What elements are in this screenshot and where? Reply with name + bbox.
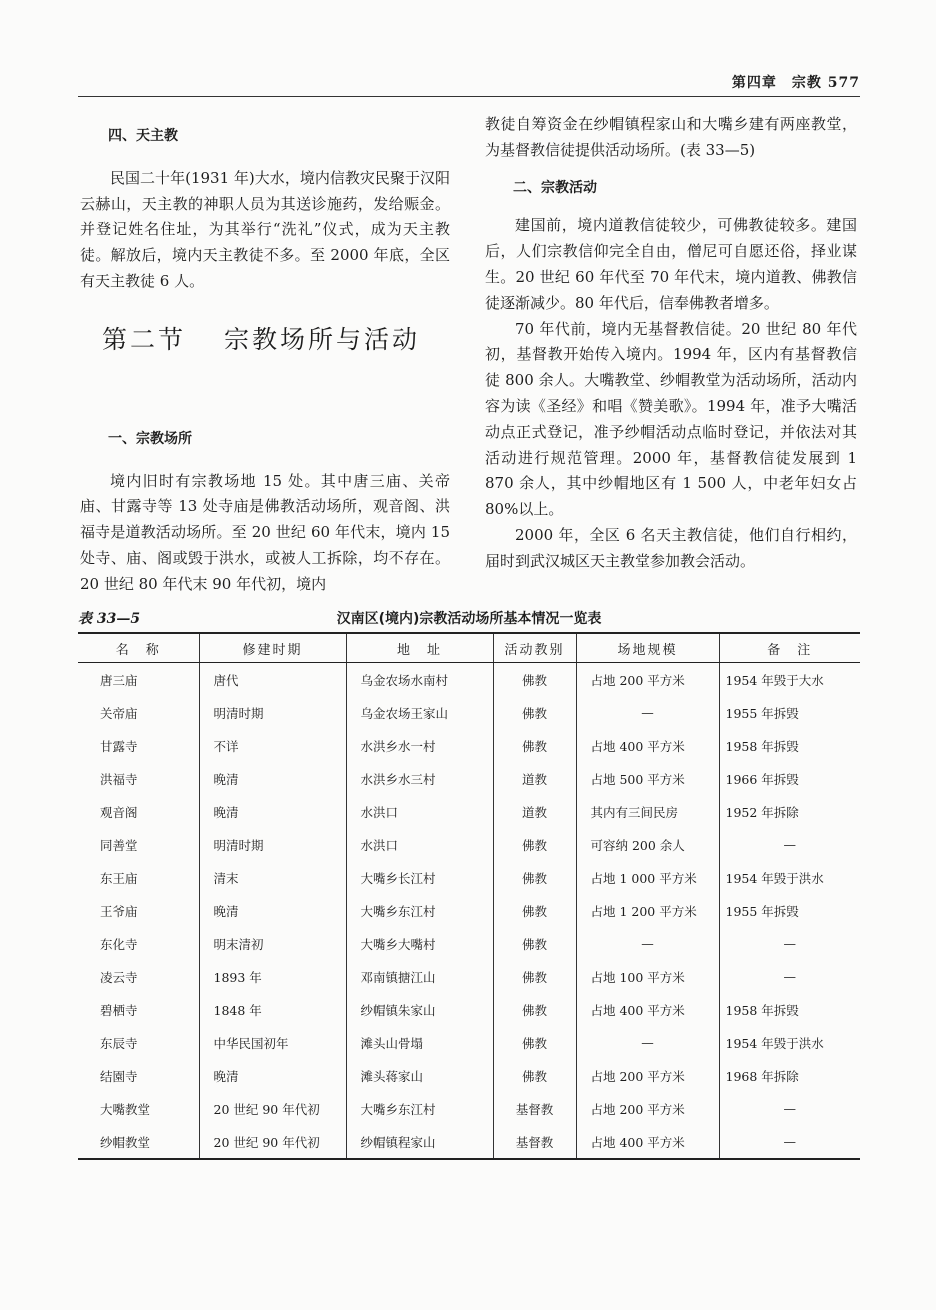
address-cell: 水洪口 xyxy=(346,795,493,828)
remarks-cell: 1966 年拆毁 xyxy=(719,762,860,795)
built-period-cell: 1893 年 xyxy=(199,960,346,993)
religion-cell: 佛教 xyxy=(493,960,576,993)
site-size-cell: 可容纳 200 余人 xyxy=(576,828,719,861)
running-header: 第四章 宗教 577 xyxy=(731,75,860,91)
religion-cell: 佛教 xyxy=(493,663,576,697)
paragraph-activities-3: 2000 年，全区 6 名天主教信徒，他们自行相约，届时到武汉城区天主教堂参加教会活动。 xyxy=(485,525,857,570)
table-header-row xyxy=(78,633,860,663)
address-cell: 大嘴乡东江村 xyxy=(346,1092,493,1125)
table-title: 汉南区(境内)宗教活动场所基本情况一览表 xyxy=(336,611,602,627)
built-period-cell: 20 世纪 90 年代初 xyxy=(199,1092,346,1125)
site-name-cell: 东化寺 xyxy=(100,936,138,952)
table-row xyxy=(78,1092,860,1125)
section-number: 第二节 xyxy=(102,324,187,354)
site-name-cell: 碧栖寺 xyxy=(100,1002,138,1018)
site-name-cell: 观音阁 xyxy=(100,804,138,820)
remarks-cell: — xyxy=(719,1125,860,1159)
religion-cell: 佛教 xyxy=(493,861,576,894)
column-header: 地 址 xyxy=(346,633,493,663)
built-period-cell: 清末 xyxy=(199,861,346,894)
remarks-cell: 1952 年拆除 xyxy=(719,795,860,828)
remarks-cell: — xyxy=(719,828,860,861)
religion-cell: 佛教 xyxy=(493,1026,576,1059)
site-size-cell: 其内有三间民房 xyxy=(576,795,719,828)
built-period-cell: 晚清 xyxy=(199,762,346,795)
section-name: 宗教场所与活动 xyxy=(224,324,421,354)
table-row xyxy=(78,1125,860,1159)
religious-sites-table-block xyxy=(78,606,860,1160)
paragraph-activities-2: 70 年代前，境内无基督教信徒。20 世纪 80 年代初，基督教开始传入境内。1994 年，区内有基督教信徒 800 余人。大嘴教堂、纱帽教堂为活动场所，活动内容为读《圣经》和唱《赞美歌》。1994 年，准予大嘴活动点正式登记，准予纱帽活动点临时登记，并依法对其活动进行规范管理。2000 年，基督教信徒发展到 1 870 余人，其中纱帽地区有 1 500 人，中老年妇女占 80%以上。 xyxy=(485,319,857,519)
built-period-cell: 晚清 xyxy=(199,1059,346,1092)
site-size-cell: 占地 1 200 平方米 xyxy=(576,894,719,927)
remarks-cell: 1958 年拆毁 xyxy=(719,993,860,1026)
table-row xyxy=(78,1059,860,1092)
religion-cell: 佛教 xyxy=(493,696,576,729)
heading-religious-sites: 一、宗教场所 xyxy=(108,430,192,447)
address-cell: 滩头山骨塌 xyxy=(346,1026,493,1059)
site-name-cell: 东王庙 xyxy=(100,870,138,886)
column-header: 名 称 xyxy=(78,633,199,663)
built-period-cell: 1848 年 xyxy=(199,993,346,1026)
column-header: 备 注 xyxy=(719,633,860,663)
site-name-cell: 凌云寺 xyxy=(100,969,138,985)
religious-sites-table xyxy=(78,632,860,1160)
site-name-cell: 同善堂 xyxy=(100,837,138,853)
built-period-cell: 中华民国初年 xyxy=(199,1026,346,1059)
header-rule xyxy=(78,96,860,97)
religion-cell: 基督教 xyxy=(493,1125,576,1159)
site-name-cell: 关帝庙 xyxy=(100,705,138,721)
paragraph-activities-1: 建国前，境内道教信徒较少，可佛教徒较多。建国后，人们宗教信仰完全自由，僧尼可自愿还俗，择业谋生。20 世纪 60 年代至 70 年代末，境内道教、佛教信徒逐渐减少。80 年代后，信奉佛教者增多。 xyxy=(485,216,857,312)
religion-cell: 佛教 xyxy=(493,828,576,861)
table-row xyxy=(78,795,860,828)
address-cell: 乌金农场王家山 xyxy=(346,696,493,729)
address-cell: 水洪乡水三村 xyxy=(346,762,493,795)
site-size-cell: 占地 1 000 平方米 xyxy=(576,861,719,894)
heading-catholicism: 四、天主教 xyxy=(108,128,178,144)
remarks-cell: 1955 年拆毁 xyxy=(719,894,860,927)
address-cell: 大嘴乡大嘴村 xyxy=(346,927,493,960)
built-period-cell: 明末清初 xyxy=(199,927,346,960)
table-number: 表 33—5 xyxy=(78,611,141,627)
table-row xyxy=(78,960,860,993)
site-size-cell: 占地 400 平方米 xyxy=(576,729,719,762)
built-period-cell: 明清时期 xyxy=(199,696,346,729)
remarks-cell: 1954 年毁于洪水 xyxy=(719,1026,860,1059)
paragraph-continued: 教徒自筹资金在纱帽镇程家山和大嘴乡建有两座教堂，为基督教信徒提供活动场所。(表 33—5) xyxy=(485,115,857,159)
religion-cell: 道教 xyxy=(493,795,576,828)
remarks-cell: 1958 年拆毁 xyxy=(719,729,860,762)
table-row xyxy=(78,993,860,1026)
table-row xyxy=(78,729,860,762)
site-name-cell: 结園寺 xyxy=(100,1068,138,1084)
table-row xyxy=(78,894,860,927)
table-row xyxy=(78,762,860,795)
address-cell: 纱帽镇程家山 xyxy=(346,1125,493,1159)
site-name-cell: 唐三庙 xyxy=(100,672,138,688)
built-period-cell: 晚清 xyxy=(199,795,346,828)
table-row xyxy=(78,927,860,960)
address-cell: 纱帽镇朱家山 xyxy=(346,993,493,1026)
table-row xyxy=(78,1026,860,1059)
site-size-cell: 占地 200 平方米 xyxy=(576,1092,719,1125)
paragraph-catholicism: 民国二十年(1931 年)大水，境内信教灾民聚于汉阳云赫山，天主教的神职人员为其送诊施药，发给赈金。并登记姓名住址，为其举行“洗礼”仪式，成为天主教徒。解放后，境内天主教徒不多。至 2000 年底，全区有天主教徒 6 人。 xyxy=(80,168,450,290)
site-size-cell: 占地 400 平方米 xyxy=(576,993,719,1026)
column-header: 活动教别 xyxy=(493,633,576,663)
remarks-cell: 1955 年拆毁 xyxy=(719,696,860,729)
site-size-cell: 占地 500 平方米 xyxy=(576,762,719,795)
right-column xyxy=(485,112,857,575)
table-row xyxy=(78,696,860,729)
religion-cell: 佛教 xyxy=(493,894,576,927)
site-name-cell: 大嘴教堂 xyxy=(100,1101,151,1117)
table-row xyxy=(78,663,860,697)
site-size-cell: 占地 200 平方米 xyxy=(576,663,719,697)
remarks-cell: — xyxy=(719,1092,860,1125)
site-name-cell: 甘露寺 xyxy=(100,738,138,754)
column-header: 修建时期 xyxy=(199,633,346,663)
paragraph-religious-sites: 境内旧时有宗教场地 15 处。其中唐三庙、关帝庙、甘露寺等 13 处寺庙是佛教活动场所，观音阁、洪福寺是道教活动场所。至 20 世纪 60 年代末，境内 15 处寺、庙、阁或毁于洪水，或被人工拆除，均不存在。20 世纪 80 年代末 90 年代初，境内 xyxy=(80,471,450,593)
address-cell: 大嘴乡长江村 xyxy=(346,861,493,894)
left-column xyxy=(80,112,450,598)
remarks-cell: 1954 年毁于大水 xyxy=(719,663,860,697)
built-period-cell: 20 世纪 90 年代初 xyxy=(199,1125,346,1159)
remarks-cell: — xyxy=(719,927,860,960)
built-period-cell: 唐代 xyxy=(199,663,346,697)
site-name-cell: 东辰寺 xyxy=(100,1035,138,1051)
page-header xyxy=(78,70,860,96)
remarks-cell: — xyxy=(719,960,860,993)
built-period-cell: 不详 xyxy=(199,729,346,762)
built-period-cell: 明清时期 xyxy=(199,828,346,861)
religion-cell: 道教 xyxy=(493,762,576,795)
address-cell: 滩头蒋家山 xyxy=(346,1059,493,1092)
site-name-cell: 洪福寺 xyxy=(100,771,138,787)
address-cell: 邓南镇搪江山 xyxy=(346,960,493,993)
table-row xyxy=(78,828,860,861)
table-row xyxy=(78,861,860,894)
religion-cell: 佛教 xyxy=(493,927,576,960)
section-title xyxy=(102,324,450,367)
site-size-cell: 占地 200 平方米 xyxy=(576,1059,719,1092)
site-size-cell: — xyxy=(576,927,719,960)
site-size-cell: 占地 400 平方米 xyxy=(576,1125,719,1159)
site-size-cell: — xyxy=(576,1026,719,1059)
religion-cell: 基督教 xyxy=(493,1092,576,1125)
heading-religious-activities: 二、宗教活动 xyxy=(513,179,597,196)
column-header: 场地规模 xyxy=(576,633,719,663)
table-caption xyxy=(78,606,860,632)
remarks-cell: 1954 年毁于洪水 xyxy=(719,861,860,894)
religion-cell: 佛教 xyxy=(493,729,576,762)
remarks-cell: 1968 年拆除 xyxy=(719,1059,860,1092)
address-cell: 水洪口 xyxy=(346,828,493,861)
religion-cell: 佛教 xyxy=(493,1059,576,1092)
built-period-cell: 晚清 xyxy=(199,894,346,927)
site-name-cell: 王爷庙 xyxy=(100,903,138,919)
site-name-cell: 纱帽教堂 xyxy=(78,1125,199,1159)
religion-cell: 佛教 xyxy=(493,993,576,1026)
site-size-cell: — xyxy=(576,696,719,729)
address-cell: 水洪乡水一村 xyxy=(346,729,493,762)
address-cell: 乌金农场水南村 xyxy=(346,663,493,697)
address-cell: 大嘴乡东江村 xyxy=(346,894,493,927)
site-size-cell: 占地 100 平方米 xyxy=(576,960,719,993)
